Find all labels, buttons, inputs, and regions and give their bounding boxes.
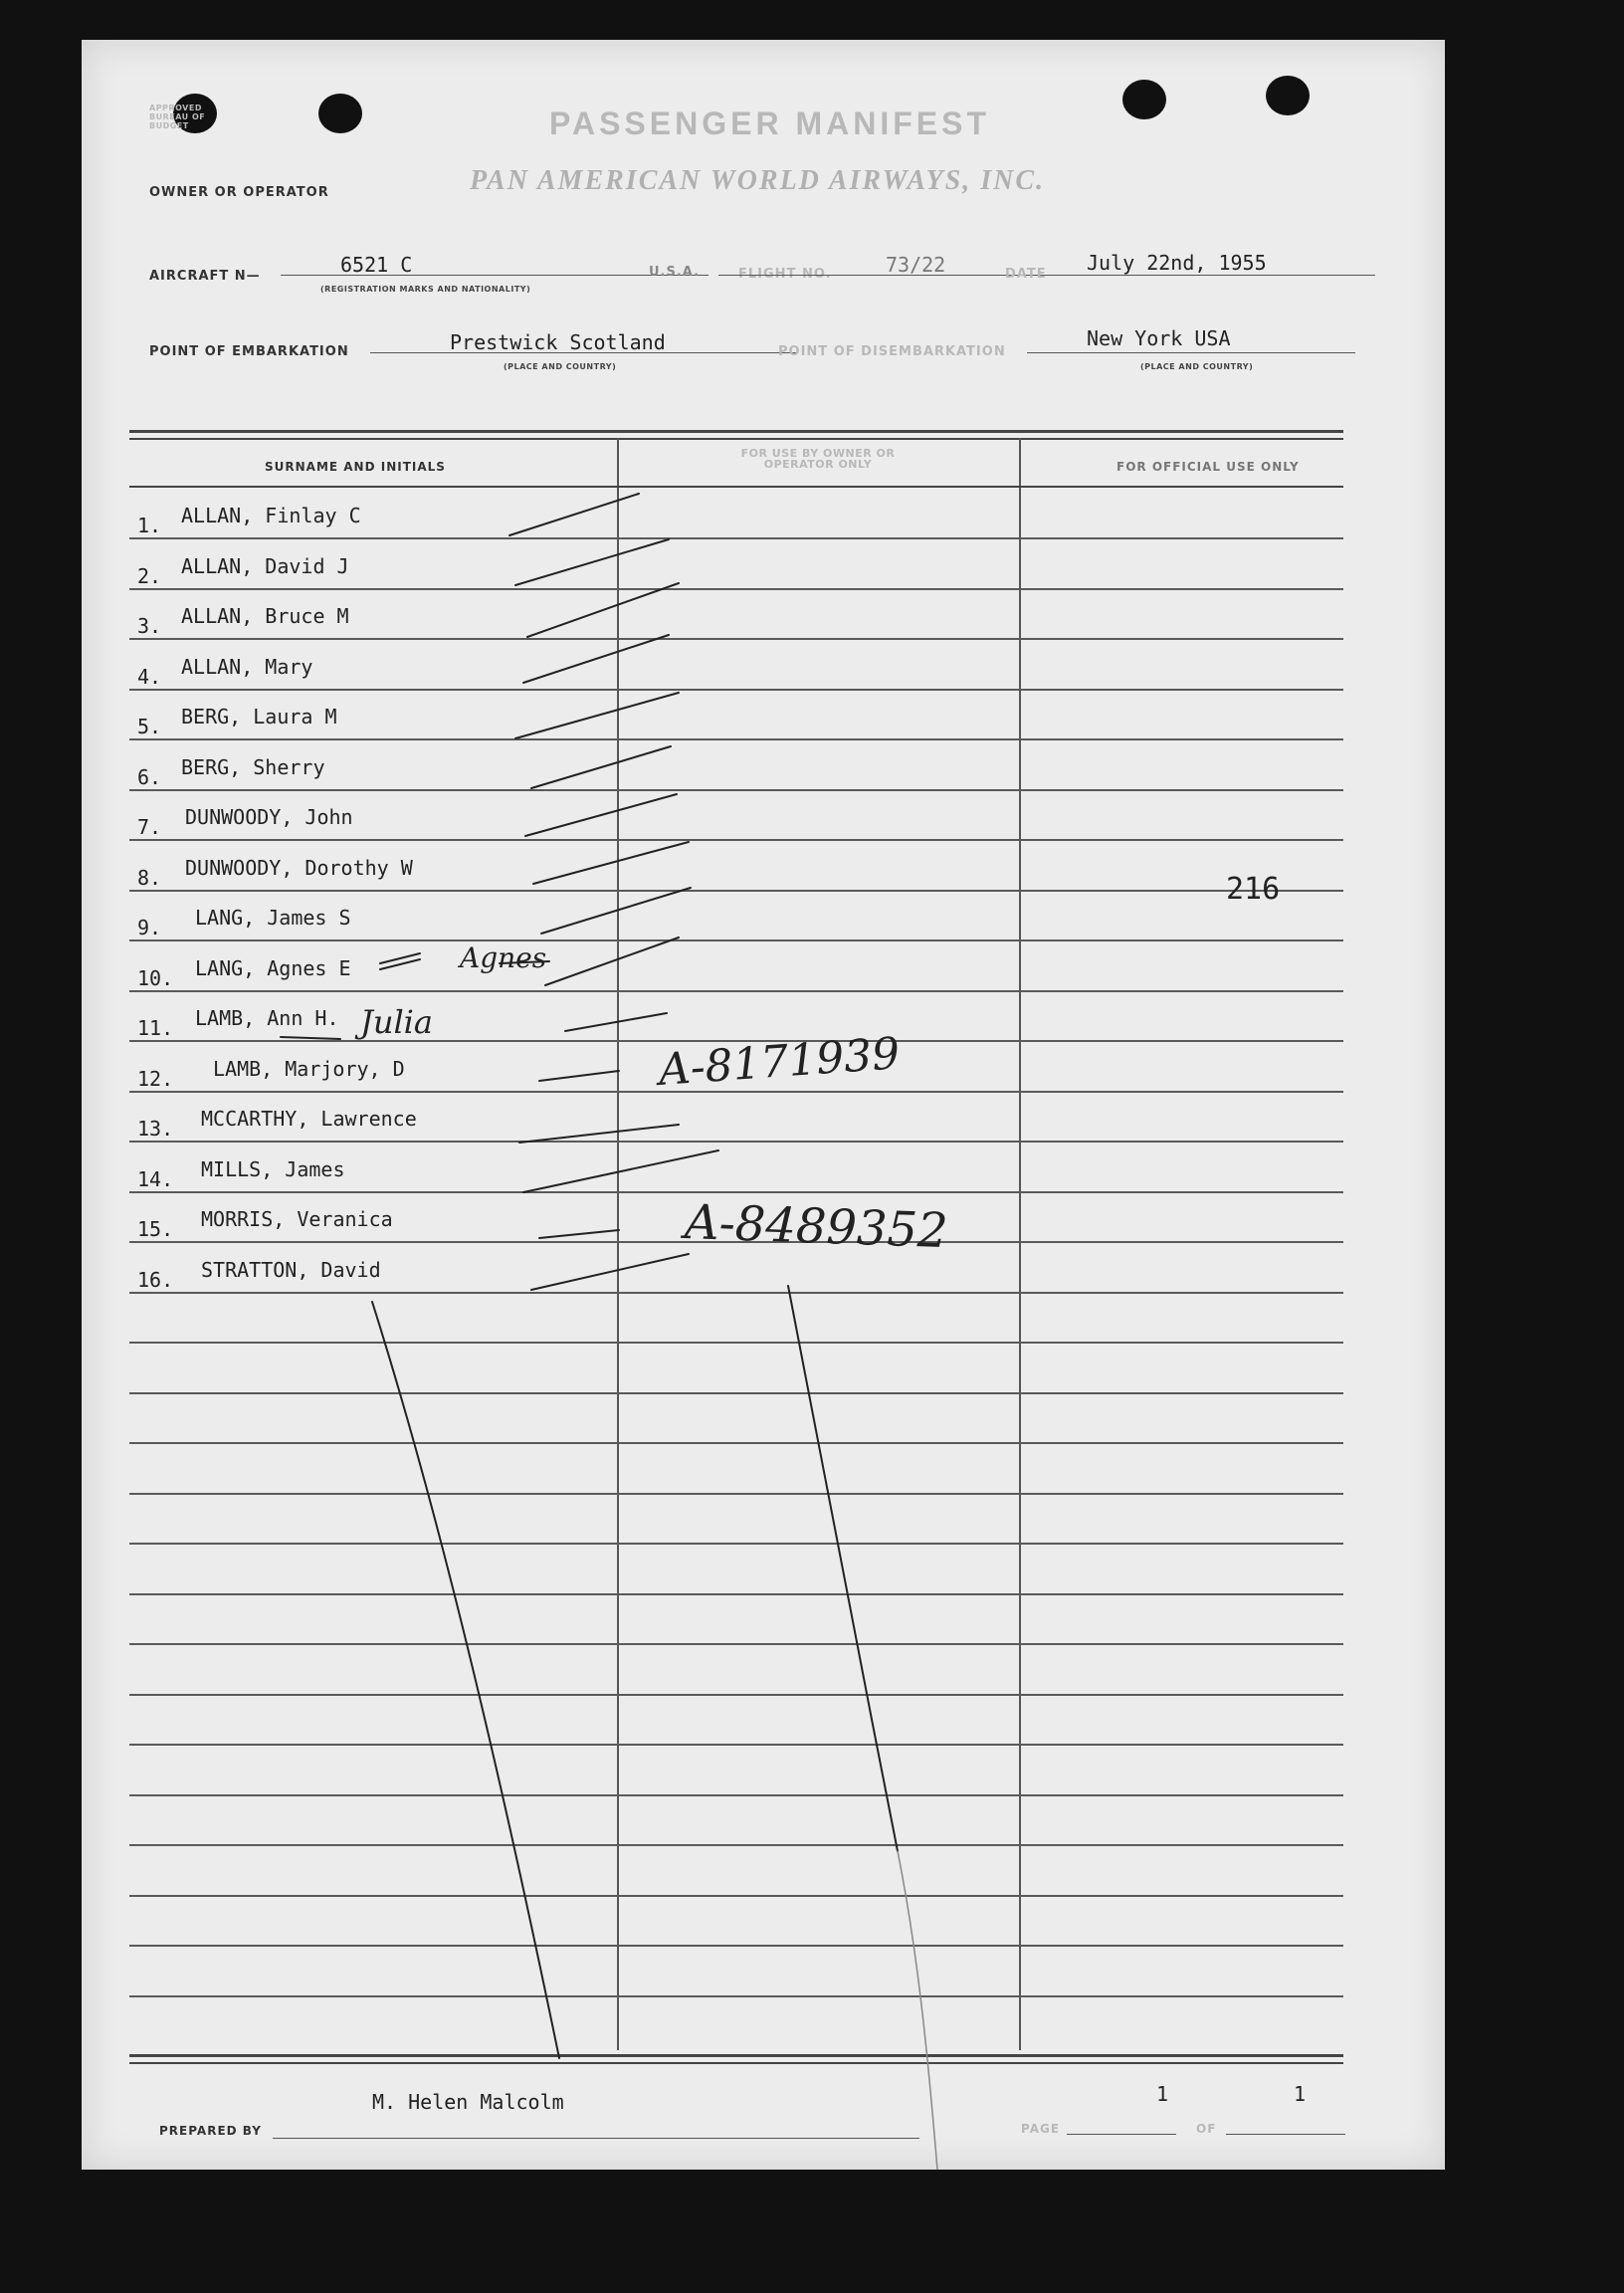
manifest-page — [82, 40, 1445, 2170]
column-header-owner-use: FOR USE BY OWNER OR OPERATOR ONLY — [740, 447, 896, 471]
disembark-label: POINT OF DISEMBARKATION — [778, 344, 1006, 359]
passenger-number: 16. — [137, 1267, 174, 1292]
embark-value: Prestwick Scotland — [450, 330, 666, 354]
disembark-note: (PLACE AND COUNTRY) — [1140, 362, 1254, 371]
passenger-name: MCCARTHY, Lawrence — [201, 1107, 417, 1131]
passenger-number: 8. — [137, 865, 162, 890]
passenger-number: 14. — [137, 1166, 174, 1191]
check-mark — [539, 1071, 619, 1081]
check-mark — [523, 635, 669, 683]
embark-note: (PLACE AND COUNTRY) — [504, 362, 617, 371]
passenger-number: 13. — [137, 1117, 174, 1141]
handwritten-alien-number: A-8489352 — [684, 1194, 949, 1260]
passenger-name: ALLAN, Finlay C — [181, 504, 361, 527]
check-mark — [519, 1125, 679, 1143]
passenger-number: 7. — [137, 815, 162, 839]
passenger-number: 2. — [137, 563, 162, 588]
embark-label: POINT OF EMBARKATION — [149, 344, 349, 359]
flight-label: FLIGHT NO. — [738, 267, 832, 282]
check-mark — [523, 1150, 718, 1192]
long-pen-line — [372, 1302, 559, 2058]
passenger-number: 9. — [137, 916, 162, 939]
passenger-name: BERG, Laura M — [181, 705, 337, 729]
column-header-names: SURNAME AND INITIALS — [265, 460, 446, 474]
page-label: PAGE — [1021, 2122, 1061, 2136]
disembark-value: New York USA — [1087, 326, 1231, 350]
aircraft-label: AIRCRAFT N— — [149, 269, 261, 284]
check-mark — [565, 1013, 667, 1031]
of-label: OF — [1196, 2122, 1217, 2136]
pen-marks — [82, 40, 1445, 2170]
passenger-name: BERG, Sherry — [181, 754, 325, 779]
passenger-name: ALLAN, Bruce M — [181, 604, 349, 628]
long-pen-line — [788, 1286, 898, 1851]
check-mark — [525, 794, 677, 836]
date-label: DATE — [1005, 267, 1047, 282]
passenger-number: 4. — [137, 664, 162, 689]
official-number: 216 — [1226, 872, 1281, 907]
check-mark — [533, 842, 689, 884]
page-number: 1 — [1156, 2082, 1169, 2106]
passenger-number: 5. — [137, 715, 162, 738]
passenger-number: 3. — [137, 614, 162, 638]
usa-label: U.S.A. — [649, 265, 701, 280]
check-mark — [527, 583, 679, 637]
passenger-number: 12. — [137, 1066, 174, 1091]
passenger-number: 10. — [137, 965, 174, 990]
check-mark — [541, 888, 691, 934]
passenger-name: MORRIS, Veranica — [201, 1207, 393, 1231]
aircraft-note: (REGISTRATION MARKS AND NATIONALITY) — [320, 285, 531, 294]
check-mark — [539, 1230, 619, 1238]
passenger-name: ALLAN, Mary — [181, 654, 313, 679]
owner-label: OWNER OR OPERATOR — [149, 185, 329, 200]
passenger-name: ALLAN, David J — [181, 553, 349, 578]
aircraft-value: 6521 C — [340, 253, 413, 277]
prepared-label: PREPARED BY — [159, 2124, 262, 2138]
passenger-name: LAMB, Ann H. — [195, 1006, 339, 1030]
page-total: 1 — [1294, 2082, 1307, 2106]
passenger-name: DUNWOODY, Dorothy W — [185, 855, 413, 880]
passenger-number: 11. — [137, 1016, 174, 1040]
form-stamp: APPROVED BUREAU OF BUDGET — [149, 104, 206, 130]
prepared-value: M. Helen Malcolm — [372, 2090, 564, 2114]
handwritten-alien-number: A-8171939 — [657, 1028, 902, 1096]
handwritten-correction-agnes: Agnes — [460, 941, 547, 974]
passenger-name: LANG, James S — [195, 906, 351, 930]
check-mark — [531, 1254, 689, 1290]
check-mark — [531, 746, 671, 788]
date-value: July 22nd, 1955 — [1087, 251, 1267, 275]
owner-value: PAN AMERICAN WORLD AIRWAYS, INC. — [470, 165, 1046, 196]
passenger-name: STRATTON, David — [201, 1257, 381, 1282]
passenger-name: LANG, Agnes E — [195, 955, 351, 980]
passenger-name: DUNWOODY, John — [185, 805, 353, 829]
passenger-number: 6. — [137, 764, 162, 789]
check-mark — [515, 693, 679, 738]
passenger-name: MILLS, James — [201, 1156, 345, 1181]
strike-through — [281, 1037, 340, 1039]
strike-through — [500, 961, 549, 963]
check-mark — [509, 494, 639, 535]
page-title: PASSENGER MANIFEST — [549, 105, 990, 141]
check-mark — [515, 539, 669, 585]
passenger-number: 15. — [137, 1217, 174, 1241]
passenger-number: 1. — [137, 514, 162, 537]
long-pen-line — [898, 1851, 937, 2170]
flight-value: 73/22 — [886, 253, 946, 277]
handwritten-correction-julia: Julia — [360, 1003, 433, 1041]
passenger-name: LAMB, Marjory, D — [213, 1056, 405, 1081]
column-header-official-use: FOR OFFICIAL USE ONLY — [1116, 460, 1300, 474]
check-mark — [545, 938, 679, 985]
